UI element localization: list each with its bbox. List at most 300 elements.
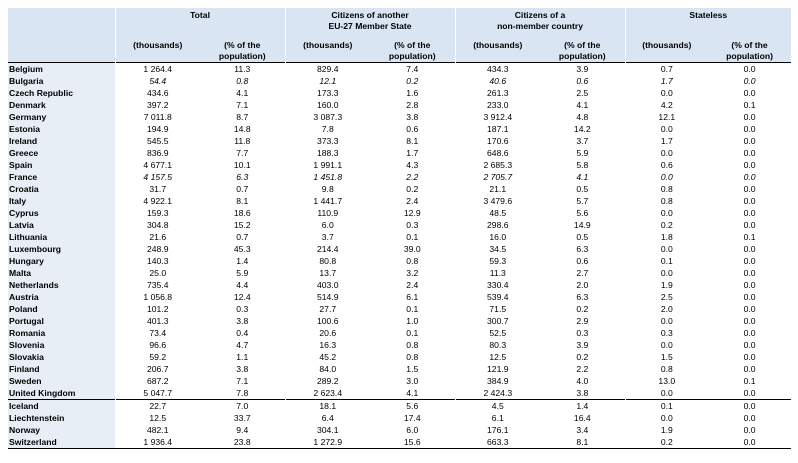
table-row [8,315,791,327]
cell-percent: 0.0 [743,279,756,290]
cell-percent: 0.8 [406,351,419,362]
cell-percent: 0.0 [743,412,756,423]
cell-thousands: 110.9 [285,207,370,219]
country-name: United Kingdom [8,387,115,400]
cell-percent: 3.2 [406,267,419,278]
table-row [8,363,791,375]
country-name: Spain [8,159,115,171]
cell-percent: 0.8 [406,339,419,350]
cell-thousands: 96.6 [115,339,200,351]
cell-percent: 2.2 [576,363,589,374]
cell-thousands: 121.9 [455,363,540,375]
cell-percent: 7.4 [370,63,455,76]
cell-thousands: 2 424.3 [455,387,540,400]
table-row [8,339,791,351]
country-name: Poland [8,303,115,315]
cell-thousands: 1.8 [625,231,708,243]
cell-thousands: 0.1 [625,255,708,267]
cell-thousands: 482.1 [115,424,200,436]
cell-thousands: 0.0 [625,387,708,400]
cell-percent: 5.6 [370,400,455,413]
cell-thousands: 40.6 [455,75,540,87]
country-name: Denmark [8,99,115,111]
cell-thousands: 25.0 [115,267,200,279]
table-row [8,75,791,87]
cell-percent: 10.1 [233,159,251,170]
cell-percent: 6.3 [576,243,589,254]
cell-thousands: 3 479.6 [455,195,540,207]
cell-thousands: 54.4 [115,75,200,87]
cell-percent: 5.9 [236,267,249,278]
cell-percent: 0.0 [743,267,756,278]
table-row [8,159,791,171]
cell-thousands: 0.0 [625,339,708,351]
cell-thousands: 1.9 [625,279,708,291]
cell-percent: 0.0 [743,363,756,374]
header-corner [8,8,115,36]
subheader-thousands: (thousands) [285,36,370,63]
cell-thousands: 20.6 [285,327,370,339]
cell-percent: 0.0 [743,75,756,86]
cell-thousands: 12.1 [285,75,370,87]
country-name: Malta [8,267,115,279]
cell-thousands: 401.3 [115,315,200,327]
country-name: Sweden [8,375,115,387]
cell-percent: 0.2 [576,303,589,314]
cell-percent: 15.2 [233,219,251,230]
cell-thousands: 384.9 [455,375,540,387]
cell-percent: 0.0 [743,243,756,254]
cell-thousands: 545.5 [115,135,200,147]
cell-percent: 2.8 [406,99,419,110]
subheader-thousands: (thousands) [455,36,540,63]
cell-thousands: 206.7 [115,363,200,375]
cell-thousands: 52.5 [455,327,540,339]
cell-percent: 3.4 [576,424,589,435]
table-row [8,424,791,436]
cell-thousands: 12.5 [115,412,200,424]
cell-percent: 0.3 [406,219,419,230]
cell-thousands: 71.5 [455,303,540,315]
cell-percent: 5.9 [576,147,589,158]
cell-thousands: 21.6 [115,231,200,243]
table-row [8,243,791,255]
cell-percent: 1.6 [406,87,419,98]
cell-thousands: 2 623.4 [285,387,370,400]
cell-percent: 0.3 [576,327,589,338]
cell-thousands: 101.2 [115,303,200,315]
cell-percent: 0.0 [743,147,756,158]
cell-thousands: 0.3 [625,327,708,339]
table-row [8,327,791,339]
country-name: Ireland [8,135,115,147]
table-row [8,99,791,111]
country-name: Greece [8,147,115,159]
cell-percent: 0.0 [708,400,791,413]
cell-percent: 0.8 [236,75,249,86]
cell-percent: 8.1 [540,436,625,449]
cell-percent: 0.0 [743,315,756,326]
cell-thousands: 73.4 [115,327,200,339]
table-row [8,87,791,99]
cell-thousands: 31.7 [115,183,200,195]
country-name: Italy [8,195,115,207]
cell-thousands: 3 087.3 [285,111,370,123]
cell-percent: 0.0 [743,195,756,206]
cell-percent: 39.0 [403,243,421,254]
cell-percent: 0.0 [708,436,791,449]
cell-thousands: 304.8 [115,219,200,231]
cell-percent: 18.6 [233,207,251,218]
cell-thousands: 836.9 [115,147,200,159]
cell-thousands: 214.4 [285,243,370,255]
cell-percent: 0.5 [576,231,589,242]
cell-thousands: 1.9 [625,424,708,436]
cell-percent: 0.2 [406,75,419,86]
subheader-percent-population: (% of the population) [200,36,285,63]
cell-thousands: 829.4 [285,63,370,76]
country-name: Netherlands [8,279,115,291]
table-row [8,387,791,400]
cell-percent: 0.6 [406,123,419,134]
country-name: Hungary [8,255,115,267]
cell-thousands: 1 056.8 [115,291,200,303]
cell-thousands: 7.8 [285,123,370,135]
table-row [8,183,791,195]
cell-thousands: 4 157.5 [115,171,200,183]
cell-percent: 0.0 [743,219,756,230]
cell-thousands: 11.3 [455,267,540,279]
cell-thousands: 289.2 [285,375,370,387]
country-name: Liechtenstein [8,412,115,424]
cell-thousands: 27.7 [285,303,370,315]
cell-thousands: 1 441.7 [285,195,370,207]
cell-percent: 2.0 [576,279,589,290]
cell-thousands: 514.9 [285,291,370,303]
cell-thousands: 397.2 [115,99,200,111]
cell-thousands: 0.0 [625,87,708,99]
cell-thousands: 373.3 [285,135,370,147]
cell-percent: 0.1 [743,99,756,110]
cell-thousands: 188.3 [285,147,370,159]
cell-thousands: 18.1 [285,400,370,413]
cell-thousands: 1 451.8 [285,171,370,183]
table-row [8,279,791,291]
cell-percent: 1.7 [406,147,419,158]
cell-thousands: 170.6 [455,135,540,147]
table-row [8,303,791,315]
cell-percent: 11.3 [200,63,285,76]
cell-percent: 0.0 [743,291,756,302]
table-row [8,412,791,424]
cell-percent: 0.0 [743,159,756,170]
cell-thousands: 45.2 [285,351,370,363]
cell-thousands: 0.8 [625,363,708,375]
cell-thousands: 21.1 [455,183,540,195]
cell-thousands: 4 922.1 [115,195,200,207]
cell-thousands: 5 047.7 [115,387,200,400]
cell-percent: 23.8 [200,436,285,449]
header-group-stateless: Stateless [625,8,791,36]
header-group-non-member-citizens [455,8,625,36]
cell-percent: 12.9 [403,207,421,218]
cell-percent: 4.8 [576,111,589,122]
table-row [8,111,791,123]
cell-percent: 3.9 [540,63,625,76]
cell-percent: 3.8 [576,387,589,398]
cell-percent: 4.4 [236,279,249,290]
cell-thousands: 2.5 [625,291,708,303]
country-name: Czech Republic [8,87,115,99]
country-name: Austria [8,291,115,303]
country-name: Estonia [8,123,115,135]
cell-percent: 0.3 [236,303,249,314]
cell-percent: 0.0 [743,339,756,350]
cell-thousands: 34.5 [455,243,540,255]
cell-percent: 12.4 [233,291,251,302]
country-name: Portugal [8,315,115,327]
cell-percent: 2.4 [406,279,419,290]
cell-percent: 8.1 [406,135,419,146]
cell-percent: 0.7 [236,183,249,194]
cell-percent: 2.7 [576,267,589,278]
cell-percent: 6.3 [236,171,249,182]
subheader-corner [8,36,115,63]
cell-thousands: 16.0 [455,231,540,243]
cell-percent: 0.0 [743,255,756,266]
table-row [8,207,791,219]
subheader-thousands: (thousands) [115,36,200,63]
table-row [8,231,791,243]
cell-percent: 16.4 [573,412,591,423]
cell-percent: 9.4 [236,424,249,435]
cell-percent: 0.0 [743,303,756,314]
cell-percent: 0.8 [406,255,419,266]
cell-thousands: 300.7 [455,315,540,327]
cell-percent: 0.1 [743,375,756,386]
country-name: Cyprus [8,207,115,219]
table-row [8,375,791,387]
cell-percent: 0.0 [743,207,756,218]
cell-percent: 0.1 [406,303,419,314]
cell-thousands: 0.0 [625,123,708,135]
country-name: Slovenia [8,339,115,351]
cell-thousands: 2.0 [625,303,708,315]
country-name: Slovakia [8,351,115,363]
cell-percent: 6.0 [406,424,419,435]
cell-percent: 14.9 [573,219,591,230]
cell-thousands: 4 677.1 [115,159,200,171]
cell-thousands: 434.3 [455,63,540,76]
cell-thousands: 0.8 [625,183,708,195]
cell-percent: 4.7 [236,339,249,350]
cell-thousands: 248.9 [115,243,200,255]
cell-thousands: 100.6 [285,315,370,327]
table-row [8,267,791,279]
cell-percent: 0.2 [406,183,419,194]
cell-percent: 4.0 [576,375,589,386]
cell-percent: 3.8 [406,111,419,122]
cell-thousands: 261.3 [455,87,540,99]
cell-thousands: 4.5 [455,400,540,413]
cell-thousands: 0.0 [625,315,708,327]
cell-thousands: 648.6 [455,147,540,159]
cell-thousands: 159.3 [115,207,200,219]
cell-percent: 0.0 [743,327,756,338]
cell-thousands: 194.9 [115,123,200,135]
cell-thousands: 0.6 [625,159,708,171]
country-name: Lithuania [8,231,115,243]
country-name: Romania [8,327,115,339]
table-row [8,255,791,267]
cell-percent: 11.8 [234,135,251,146]
table-row [8,195,791,207]
cell-thousands: 304.1 [285,424,370,436]
cell-percent: 5.7 [576,195,589,206]
cell-percent: 0.1 [406,327,419,338]
cell-thousands: 9.8 [285,183,370,195]
cell-percent: 0.1 [743,231,756,242]
cell-thousands: 0.0 [625,207,708,219]
cell-percent: 0.0 [743,183,756,194]
cell-thousands: 12.5 [455,351,540,363]
cell-thousands: 6.1 [455,412,540,424]
cell-percent: 7.0 [200,400,285,413]
cell-thousands: 0.2 [625,436,708,449]
cell-percent: 5.6 [576,207,589,218]
table-row [8,219,791,231]
cell-percent: 0.0 [743,387,756,398]
cell-thousands: 330.4 [455,279,540,291]
cell-percent: 4.1 [406,387,419,398]
table-row [8,171,791,183]
cell-thousands: 6.4 [285,412,370,424]
cell-percent: 3.8 [236,363,249,374]
cell-thousands: 6.0 [285,219,370,231]
cell-thousands: 1.7 [625,75,708,87]
cell-percent: 0.6 [576,75,589,86]
cell-thousands: 233.0 [455,99,540,111]
cell-percent: 0.2 [576,351,589,362]
cell-thousands: 0.0 [625,267,708,279]
header-group-eu27-citizens [285,8,455,36]
cell-percent: 3.0 [406,375,419,386]
cell-percent: 4.1 [576,99,589,110]
cell-percent: 6.3 [576,291,589,302]
cell-thousands: 187.1 [455,123,540,135]
cell-percent: 3.8 [236,315,249,326]
cell-percent: 2.4 [406,195,419,206]
cell-percent: 1.4 [540,400,625,413]
table-row [8,291,791,303]
cell-thousands: 0.7 [625,63,708,76]
cell-thousands: 0.1 [625,400,708,413]
country-name: France [8,171,115,183]
cell-percent: 4.3 [406,159,419,170]
cell-thousands: 3.7 [285,231,370,243]
cell-thousands: 0.0 [625,147,708,159]
cell-thousands: 173.3 [285,87,370,99]
cell-percent: 0.0 [743,111,756,122]
country-name: Croatia [8,183,115,195]
cell-percent: 1.0 [406,315,419,326]
cell-percent: 17.4 [403,412,421,423]
cell-percent: 33.7 [233,412,251,423]
table-row [8,436,791,449]
header-group-nonmember-line1: Citizens of a non-member country [497,10,584,31]
cell-thousands: 2 685.3 [455,159,540,171]
cell-percent: 0.0 [708,63,791,76]
cell-thousands: 48.5 [455,207,540,219]
cell-thousands: 22.7 [115,400,200,413]
cell-thousands: 1 272.9 [285,436,370,449]
cell-thousands: 434.6 [115,87,200,99]
cell-percent: 2.5 [576,87,589,98]
table-row [8,63,791,76]
cell-thousands: 1.7 [625,135,708,147]
cell-percent: 3.9 [576,339,589,350]
cell-percent: 5.8 [576,159,589,170]
table-row [8,400,791,413]
country-name: Bulgaria [8,75,115,87]
subheader-percent-population: (% of the population) [370,36,455,63]
cell-thousands: 687.2 [115,375,200,387]
table-row [8,123,791,135]
cell-thousands: 80.8 [285,255,370,267]
cell-percent: 14.8 [233,123,251,134]
country-name: Latvia [8,219,115,231]
table-row [8,147,791,159]
cell-percent: 15.6 [370,436,455,449]
cell-percent: 8.7 [236,111,249,122]
country-name: Iceland [8,400,115,413]
cell-percent: 7.1 [236,375,249,386]
cell-percent: 8.1 [236,195,249,206]
table-body [8,63,791,449]
header-group-total: Total [115,8,285,36]
cell-thousands: 403.0 [285,279,370,291]
cell-percent: 0.1 [406,231,419,242]
cell-thousands: 1 264.4 [115,63,200,76]
cell-thousands: 16.3 [285,339,370,351]
cell-thousands: 0.0 [625,243,708,255]
cell-percent: 1.4 [236,255,249,266]
cell-thousands: 298.6 [455,219,540,231]
cell-thousands: 59.3 [455,255,540,267]
cell-percent: 0.0 [743,351,756,362]
cell-percent: 0.0 [743,87,756,98]
country-name: Luxembourg [8,243,115,255]
cell-percent: 4.1 [236,87,249,98]
cell-thousands: 80.3 [455,339,540,351]
table-row [8,351,791,363]
cell-percent: 0.4 [236,327,249,338]
cell-percent: 4.1 [576,171,589,182]
cell-thousands: 1 936.4 [115,436,200,449]
subheader-percent-population: (% of the population) [708,36,791,63]
cell-percent: 0.0 [743,171,756,182]
country-name: Finland [8,363,115,375]
cell-percent: 7.1 [236,99,249,110]
cell-thousands: 735.4 [115,279,200,291]
cell-thousands: 140.3 [115,255,200,267]
header-group-eu27-line1: Citizens of another EU-27 Member State [328,10,412,31]
cell-thousands: 1.5 [625,351,708,363]
subheader-percent-population: (% of the population) [540,36,625,63]
cell-thousands: 13.7 [285,267,370,279]
cell-thousands: 0.0 [625,171,708,183]
cell-percent: 14.2 [573,123,591,134]
